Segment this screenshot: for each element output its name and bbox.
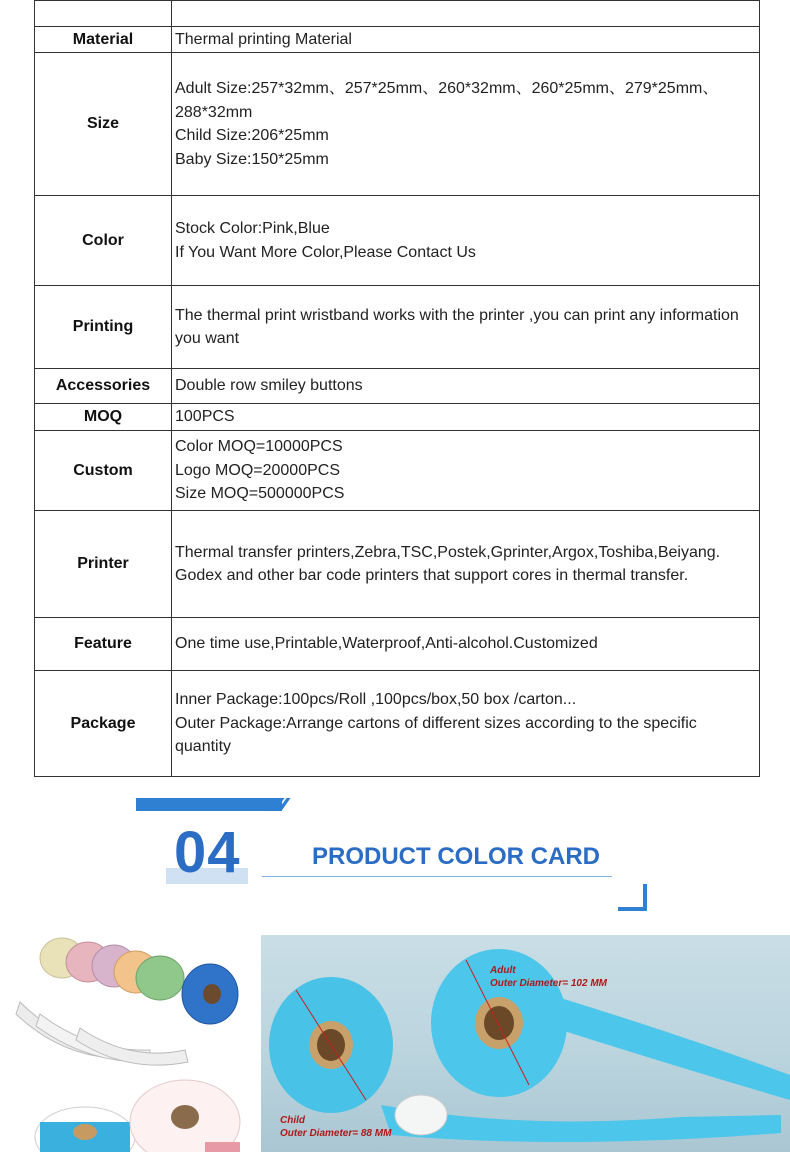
- row-label: Package: [35, 671, 172, 777]
- adult-label: Adult: [490, 965, 516, 976]
- table-row: [35, 404, 760, 431]
- table-row: [35, 27, 760, 53]
- row-label: Size: [35, 53, 172, 196]
- child-label: Child: [280, 1115, 305, 1126]
- wristband-illustration: [0, 932, 252, 1152]
- table-row: [35, 618, 760, 671]
- adult-diameter-label: Outer Diameter= 102 MM: [490, 978, 607, 989]
- section-number: 04: [174, 820, 241, 885]
- spec-table: [34, 0, 760, 777]
- table-row: [35, 286, 760, 369]
- row-label: Color: [35, 196, 172, 286]
- row-label: Printing: [35, 286, 172, 369]
- row-value: Inner Package:100pcs/Roll ,100pcs/box,50 box /carton... Outer Package:Arrange cartons of different sizes according to the specific quantity: [172, 671, 760, 777]
- row-label: MOQ: [35, 404, 172, 431]
- row-label: Custom: [35, 431, 172, 511]
- table-row-top-spacer: [35, 1, 760, 27]
- section-title: PRODUCT COLOR CARD: [312, 843, 600, 870]
- row-value: Double row smiley buttons: [172, 369, 760, 404]
- table-row: [35, 53, 760, 196]
- row-label: Printer: [35, 511, 172, 618]
- table-row: [35, 196, 760, 286]
- row-value: One time use,Printable,Waterproof,Anti-alcohol.Customized: [172, 618, 760, 671]
- table-row: [35, 431, 760, 511]
- row-value: Thermal printing Material: [172, 27, 760, 53]
- roll-illustration: [261, 935, 790, 1152]
- section-accent-bar: [136, 798, 282, 811]
- row-value: 100PCS: [172, 404, 760, 431]
- product-photo-blue-rolls: [261, 935, 790, 1152]
- child-diameter-label: Outer Diameter= 88 MM: [280, 1128, 392, 1139]
- corner-bracket: [618, 907, 647, 911]
- row-label: Feature: [35, 618, 172, 671]
- table-row: [35, 511, 760, 618]
- table-row: [35, 671, 760, 777]
- row-label: Accessories: [35, 369, 172, 404]
- row-label: Material: [35, 27, 172, 53]
- table-row: [35, 369, 760, 404]
- product-photo-colored-wristbands: [0, 932, 252, 1152]
- row-value: Thermal transfer printers,Zebra,TSC,Postek,Gprinter,Argox,Toshiba,Beiyang. Godex and other bar code printers that support cores in thermal transfer.: [172, 511, 760, 618]
- row-value: The thermal print wristband works with the printer ,you can print any information you want: [172, 286, 760, 369]
- row-value: Stock Color:Pink,Blue If You Want More Color,Please Contact Us: [172, 196, 760, 286]
- row-value: Color MOQ=10000PCS Logo MOQ=20000PCS Size MOQ=500000PCS: [172, 431, 760, 511]
- row-value: Adult Size:257*32mm、257*25mm、260*32mm、260*25mm、279*25mm、288*32mm Child Size:206*25mm Baby Size:150*25mm: [172, 53, 760, 196]
- section-underline: [262, 876, 612, 877]
